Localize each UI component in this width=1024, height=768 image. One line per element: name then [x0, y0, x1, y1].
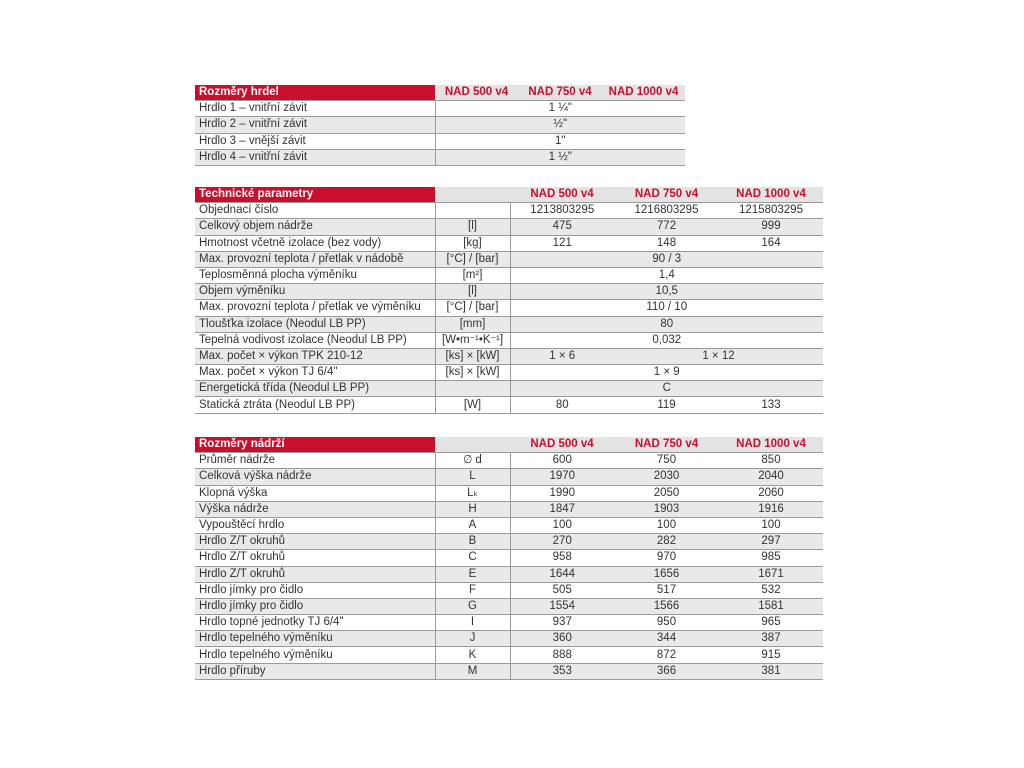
model-header: NAD 750 v4: [518, 85, 602, 101]
unit-cell: [mm]: [435, 316, 510, 332]
value-cell: 270: [510, 534, 614, 550]
value-cell: 80: [510, 316, 823, 332]
unit-cell: [kg]: [435, 235, 510, 251]
row-label: Hrdlo 3 – vnější závit: [195, 133, 435, 149]
value-cell: 475: [510, 219, 614, 235]
technical-parameters-table: [195, 187, 823, 414]
symbol-cell: J: [435, 631, 510, 647]
table-row: [195, 101, 685, 117]
unit-cell: [m²]: [435, 267, 510, 283]
value-cell: 1 × 6: [510, 348, 614, 364]
table-row: [195, 133, 685, 149]
row-label: Max. provozní teplota / přetlak v nádobě: [195, 251, 435, 267]
row-value: 1 ½": [435, 149, 685, 165]
row-label: Hrdlo 1 – vnitřní závit: [195, 101, 435, 117]
value-cell: 1216803295: [614, 203, 719, 219]
symbol-cell: ∅ d: [435, 453, 510, 469]
value-cell: 121: [510, 235, 614, 251]
value-cell: 164: [719, 235, 823, 251]
table-row: [195, 534, 823, 550]
value-cell: 1581: [719, 598, 823, 614]
table-row: [195, 566, 823, 582]
unit-cell: [ks] × [kW]: [435, 348, 510, 364]
row-label: Hrdlo topné jednotky TJ 6/4": [195, 615, 435, 631]
value-cell: 872: [614, 647, 719, 663]
table-row: [195, 469, 823, 485]
value-cell: 505: [510, 582, 614, 598]
value-cell: 888: [510, 647, 614, 663]
value-cell: 970: [614, 550, 719, 566]
table-row: [195, 348, 823, 364]
row-label: Statická ztráta (Neodul LB PP): [195, 397, 435, 413]
table-title: Technické parametry: [195, 187, 435, 203]
row-label: Celková výška nádrže: [195, 469, 435, 485]
row-value: 1 ¼": [435, 101, 685, 117]
value-cell: 1903: [614, 501, 719, 517]
row-label: Celkový objem nádrže: [195, 219, 435, 235]
symbol-cell: E: [435, 566, 510, 582]
table-row: [195, 453, 823, 469]
symbol-cell: Lₖ: [435, 485, 510, 501]
unit-cell: [435, 203, 510, 219]
unit-cell: [°C] / [bar]: [435, 300, 510, 316]
row-label: Energetická třída (Neodul LB PP): [195, 381, 435, 397]
value-cell: 282: [614, 534, 719, 550]
row-label: Klopná výška: [195, 485, 435, 501]
value-cell: 1566: [614, 598, 719, 614]
table-title: Rozměry hrdel: [195, 85, 435, 101]
model-header: NAD 1000 v4: [719, 437, 823, 453]
value-cell: 0,032: [510, 332, 823, 348]
table-row: [195, 501, 823, 517]
symbol-cell: C: [435, 550, 510, 566]
table-row: [195, 251, 823, 267]
symbol-cell: M: [435, 663, 510, 679]
model-header: NAD 750 v4: [614, 187, 719, 203]
value-cell: 1,4: [510, 267, 823, 283]
header-row: [195, 85, 685, 101]
value-cell: 985: [719, 550, 823, 566]
table-row: [195, 203, 823, 219]
value-cell: 1916: [719, 501, 823, 517]
unit-cell: [435, 381, 510, 397]
table-row: [195, 316, 823, 332]
table-row: [195, 219, 823, 235]
row-value: 1": [435, 133, 685, 149]
row-label: Vypouštěcí hrdlo: [195, 517, 435, 533]
row-label: Hrdlo jímky pro čidlo: [195, 598, 435, 614]
table-row: [195, 332, 823, 348]
value-cell: 100: [719, 517, 823, 533]
table-row: [195, 381, 823, 397]
row-label: Hrdlo Z/T okruhů: [195, 534, 435, 550]
value-cell: 387: [719, 631, 823, 647]
table-row: [195, 397, 823, 413]
row-label: Teplosměnná plocha výměníku: [195, 267, 435, 283]
value-cell: 1 × 12: [614, 348, 823, 364]
table-row: [195, 598, 823, 614]
value-cell: 119: [614, 397, 719, 413]
row-value: ½": [435, 117, 685, 133]
table-row: [195, 267, 823, 283]
row-label: Hrdlo příruby: [195, 663, 435, 679]
row-label: Hrdlo Z/T okruhů: [195, 550, 435, 566]
row-label: Tloušťka izolace (Neodul LB PP): [195, 316, 435, 332]
table-row: [195, 582, 823, 598]
value-cell: 1847: [510, 501, 614, 517]
value-cell: 2060: [719, 485, 823, 501]
symbol-cell: H: [435, 501, 510, 517]
value-cell: 2050: [614, 485, 719, 501]
table-row: [195, 117, 685, 133]
value-cell: C: [510, 381, 823, 397]
value-cell: 772: [614, 219, 719, 235]
value-cell: 950: [614, 615, 719, 631]
row-label: Max. provozní teplota / přetlak ve výměníku: [195, 300, 435, 316]
value-cell: 10,5: [510, 284, 823, 300]
row-label: Hrdlo 2 – vnitřní závit: [195, 117, 435, 133]
value-cell: 381: [719, 663, 823, 679]
value-cell: 100: [614, 517, 719, 533]
value-cell: 110 / 10: [510, 300, 823, 316]
value-cell: 1215803295: [719, 203, 823, 219]
value-cell: 532: [719, 582, 823, 598]
table-row: [195, 235, 823, 251]
tank-dimensions-table: [195, 437, 823, 680]
table-row: [195, 647, 823, 663]
value-cell: 297: [719, 534, 823, 550]
row-label: Tepelná vodivost izolace (Neodul LB PP): [195, 332, 435, 348]
model-header: NAD 1000 v4: [602, 85, 685, 101]
row-label: Výška nádrže: [195, 501, 435, 517]
model-header: NAD 500 v4: [510, 187, 614, 203]
table-row: [195, 149, 685, 165]
model-header: NAD 500 v4: [435, 85, 518, 101]
value-cell: 2040: [719, 469, 823, 485]
row-label: Hmotnost včetně izolace (bez vody): [195, 235, 435, 251]
unit-cell: [l]: [435, 284, 510, 300]
row-label: Hrdlo tepelného výměníku: [195, 631, 435, 647]
nozzle-dimensions-table: [195, 85, 685, 166]
row-label: Hrdlo jímky pro čidlo: [195, 582, 435, 598]
table-row: [195, 631, 823, 647]
value-cell: 90 / 3: [510, 251, 823, 267]
row-label: Max. počet × výkon TJ 6/4": [195, 365, 435, 381]
symbol-cell: L: [435, 469, 510, 485]
table-title: Rozměry nádrží: [195, 437, 435, 453]
symbol-cell: F: [435, 582, 510, 598]
symbol-cell: I: [435, 615, 510, 631]
row-label: Objem výměníku: [195, 284, 435, 300]
value-cell: 937: [510, 615, 614, 631]
value-cell: 1990: [510, 485, 614, 501]
value-cell: 1656: [614, 566, 719, 582]
value-cell: 999: [719, 219, 823, 235]
value-cell: 344: [614, 631, 719, 647]
value-cell: 360: [510, 631, 614, 647]
header-row: [195, 437, 823, 453]
value-cell: 850: [719, 453, 823, 469]
value-cell: 80: [510, 397, 614, 413]
row-label: Hrdlo 4 – vnitřní závit: [195, 149, 435, 165]
value-cell: 1 × 9: [510, 365, 823, 381]
value-cell: 915: [719, 647, 823, 663]
header-row: [195, 187, 823, 203]
table-row: [195, 485, 823, 501]
model-header: NAD 500 v4: [510, 437, 614, 453]
table-row: [195, 284, 823, 300]
model-header: NAD 1000 v4: [719, 187, 823, 203]
value-cell: 750: [614, 453, 719, 469]
symbol-cell: K: [435, 647, 510, 663]
symbol-cell: A: [435, 517, 510, 533]
symbol-cell: B: [435, 534, 510, 550]
table-row: [195, 550, 823, 566]
table-row: [195, 663, 823, 679]
row-label: Max. počet × výkon TPK 210-12: [195, 348, 435, 364]
unit-cell: [W•m⁻¹•K⁻¹]: [435, 332, 510, 348]
value-cell: 353: [510, 663, 614, 679]
value-cell: 1644: [510, 566, 614, 582]
value-cell: 2030: [614, 469, 719, 485]
value-cell: 1554: [510, 598, 614, 614]
table-row: [195, 365, 823, 381]
value-cell: 148: [614, 235, 719, 251]
symbol-cell: G: [435, 598, 510, 614]
value-cell: 958: [510, 550, 614, 566]
row-label: Objednací číslo: [195, 203, 435, 219]
value-cell: 1671: [719, 566, 823, 582]
value-cell: 133: [719, 397, 823, 413]
unit-header: [435, 437, 510, 453]
value-cell: 366: [614, 663, 719, 679]
row-label: Průměr nádrže: [195, 453, 435, 469]
row-label: Hrdlo tepelného výměníku: [195, 647, 435, 663]
row-label: Hrdlo Z/T okruhů: [195, 566, 435, 582]
table-row: [195, 615, 823, 631]
value-cell: 1213803295: [510, 203, 614, 219]
unit-header: [435, 187, 510, 203]
table-row: [195, 300, 823, 316]
value-cell: 965: [719, 615, 823, 631]
model-header: NAD 750 v4: [614, 437, 719, 453]
value-cell: 100: [510, 517, 614, 533]
unit-cell: [ks] × [kW]: [435, 365, 510, 381]
unit-cell: [l]: [435, 219, 510, 235]
unit-cell: [W]: [435, 397, 510, 413]
value-cell: 1970: [510, 469, 614, 485]
unit-cell: [°C] / [bar]: [435, 251, 510, 267]
table-row: [195, 517, 823, 533]
value-cell: 517: [614, 582, 719, 598]
value-cell: 600: [510, 453, 614, 469]
